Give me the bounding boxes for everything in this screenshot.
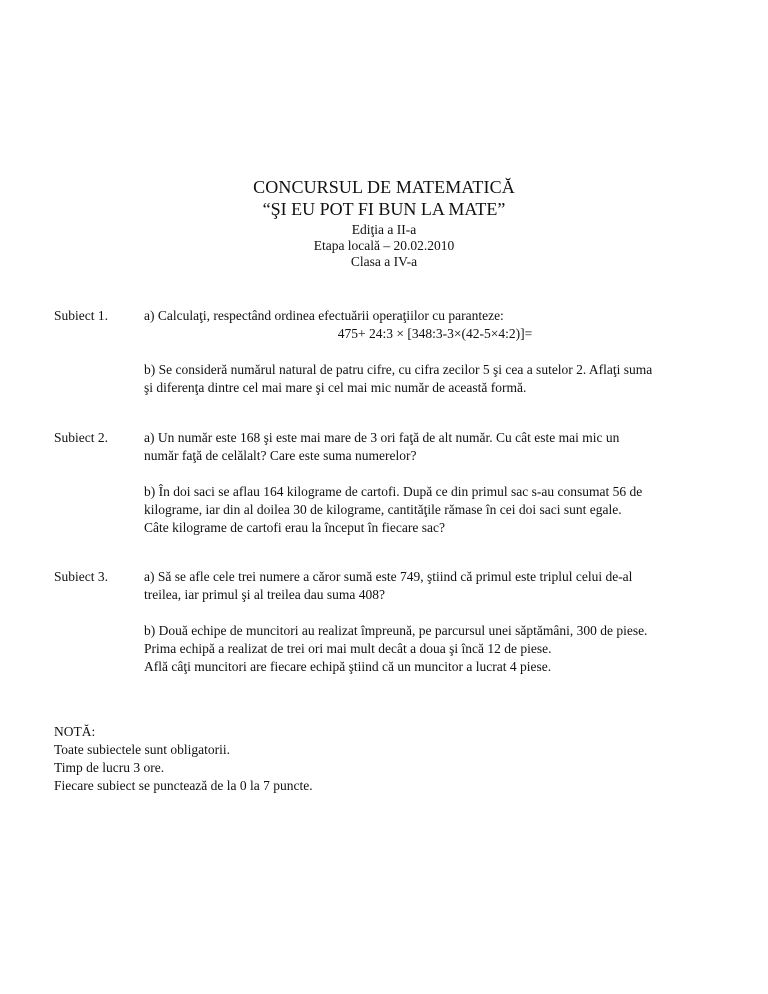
- text-line: Câte kilograme de cartofi erau la început în fiecare sac?: [144, 520, 445, 535]
- math-formula: 475+ 24:3 × [348:3-3×(42-5×4:2)]=: [337, 326, 533, 341]
- text-line: şi diferenţa dintre cel mai mare şi cel mai mic număr de această formă.: [144, 380, 527, 395]
- text-line: treilea, iar primul şi al treilea dau suma 408?: [144, 587, 386, 602]
- text-line: Află câţi muncitori are fiecare echipă ştiind că un muncitor a lucrat 4 piese.: [144, 659, 552, 674]
- note-line: Timp de lucru 3 ore.: [54, 760, 165, 775]
- stage-line: Etapa locală – 20.02.2010: [313, 238, 455, 253]
- subject-1-part-b: [144, 361, 716, 397]
- subject-3-part-a: [144, 568, 716, 604]
- subject-label: Subiect 1.: [54, 308, 108, 323]
- text-line: Prima echipă a realizat de trei ori mai mult decât a doua şi încă 12 de piese.: [144, 641, 552, 656]
- text-line: b) Două echipe de muncitori au realizat împreună, pe parcursul unei săptămâni, 300 de piese.: [144, 623, 648, 638]
- subject-body: [144, 568, 716, 676]
- subject-label: Subiect 3.: [54, 569, 108, 584]
- text-line: a) Un număr este 168 şi este mai mare de 3 ori faţă de alt număr. Cu cât este mai mic un: [144, 430, 620, 445]
- note-line: Toate subiectele sunt obligatorii.: [54, 742, 231, 757]
- subject-2-part-a: [144, 429, 716, 465]
- subject-1-part-a: [144, 307, 716, 343]
- text-line: kilograme, iar din al doilea 30 de kilograme, cantităţile rămase în cei doi saci sunt egale.: [144, 502, 622, 517]
- note-section: [54, 723, 313, 795]
- contest-subtitle: “ŞI EU POT FI BUN LA MATE”: [262, 199, 506, 219]
- text-line: a) Calculaţi, respectând ordinea efectuării operaţiilor cu paranteze:: [144, 308, 504, 323]
- text-line: b) Se consideră numărul natural de patru cifre, cu cifra zecilor 5 şi cea a sutelor 2. Aflaţi suma: [144, 362, 653, 377]
- text-line: b) În doi saci se aflau 164 kilograme de cartofi. După ce din primul sac s-au consumat 56 de: [144, 484, 643, 499]
- subject-3-part-b: [144, 622, 716, 676]
- subject-body: [144, 307, 716, 397]
- contest-title: CONCURSUL DE MATEMATICĂ: [253, 177, 515, 197]
- subject-body: [144, 429, 716, 537]
- text-line: număr faţă de celălalt? Care este suma numerelor?: [144, 448, 417, 463]
- subject-label: Subiect 2.: [54, 430, 108, 445]
- note-line: Fiecare subiect se punctează de la 0 la 7 puncte.: [54, 778, 313, 793]
- note-heading: NOTĂ:: [54, 724, 96, 739]
- document-header: [0, 176, 768, 270]
- text-line: a) Să se afle cele trei numere a căror sumă este 749, ştiind că primul este triplul celui de-al: [144, 569, 633, 584]
- edition-line: Ediţia a II-a: [351, 222, 417, 237]
- class-line: Clasa a IV-a: [350, 254, 418, 269]
- subject-2-part-b: [144, 483, 716, 537]
